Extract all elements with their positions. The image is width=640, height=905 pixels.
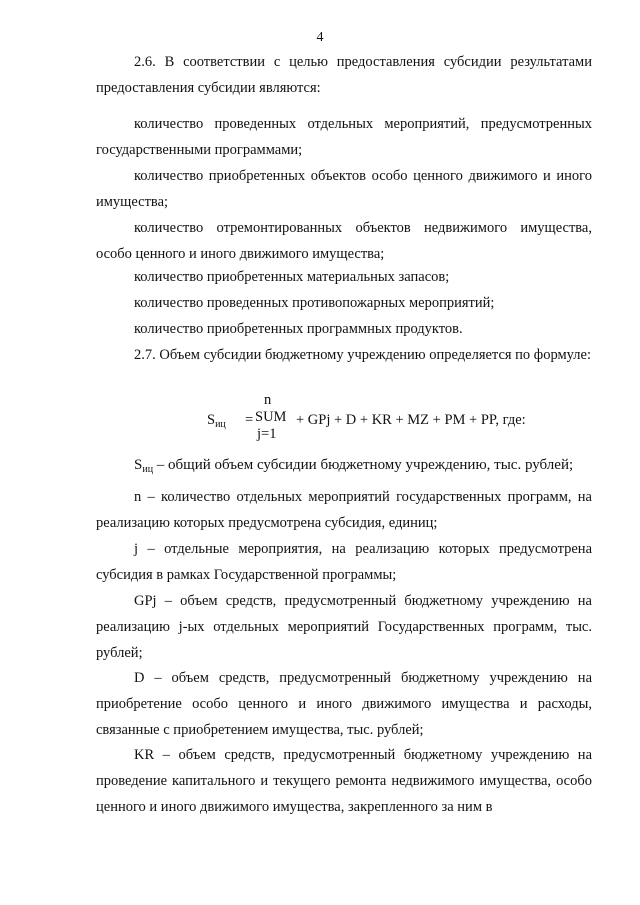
result-item-repairs: количество отремонтированных объектов недвижимого имущества, особо ценного и иного движимого имущества;	[96, 220, 592, 262]
result-item-materials: количество приобретенных материальных запасов;	[134, 269, 450, 285]
subsidy-formula	[0, 392, 640, 444]
definition-gpj: GPj – объем средств, предусмотренный бюджетному учреждению на реализацию j-ых отдельных мероприятий Государственных программ, тыс. рублей;	[96, 593, 592, 661]
result-item-fire-safety: количество проведенных противопожарных мероприятий;	[134, 295, 495, 311]
result-item-software: количество приобретенных программных продуктов.	[134, 321, 463, 337]
formula-rhs: + GPj + D + KR + MZ + PM + PP, где:	[296, 412, 526, 428]
formula-equals: =	[245, 412, 254, 428]
definition-kr: KR – объем средств, предусмотренный бюджетному учреждению на проведение капитального и текущего ремонта недвижимого имущества, особо ценного и иного движимого имущества, закрепленного за ним в	[96, 747, 592, 815]
formula-lhs: $S_{иц}$	[207, 412, 226, 430]
page-number: 4	[316, 30, 324, 45]
formula-sum-operator: SUM	[255, 409, 287, 425]
formula-sum-lower-limit: j=1	[257, 426, 277, 442]
paragraph-2-7: 2.7. Объем субсидии бюджетному учреждению определяется по формуле:	[134, 347, 591, 363]
definition-s: $S_{иц}$ – общий объем субсидии бюджетному учреждению, тыс. рублей;	[134, 457, 574, 475]
definition-j: j – отдельные мероприятия, на реализацию которых предусмотрена субсидия в рамках Государственной программы;	[96, 541, 592, 583]
formula-sum-upper-limit: n	[264, 392, 272, 408]
result-item-objects: количество приобретенных объектов особо ценного движимого и иного имущества;	[96, 168, 592, 210]
result-item-measures: количество проведенных отдельных мероприятий, предусмотренных государственными программами;	[96, 116, 592, 158]
definition-n: n – количество отдельных мероприятий государственных программ, на реализацию которых предусмотрена субсидия, единиц;	[96, 489, 592, 531]
paragraph-2-6: 2.6. В соответствии с целью предоставления субсидии результатами предоставления субсидии являются:	[96, 54, 592, 96]
definition-d: D – объем средств, предусмотренный бюджетному учреждению на приобретение особо ценного и иного движимого имущества и расходы, связанные с приобретением имущества, тыс. рублей;	[96, 670, 592, 738]
